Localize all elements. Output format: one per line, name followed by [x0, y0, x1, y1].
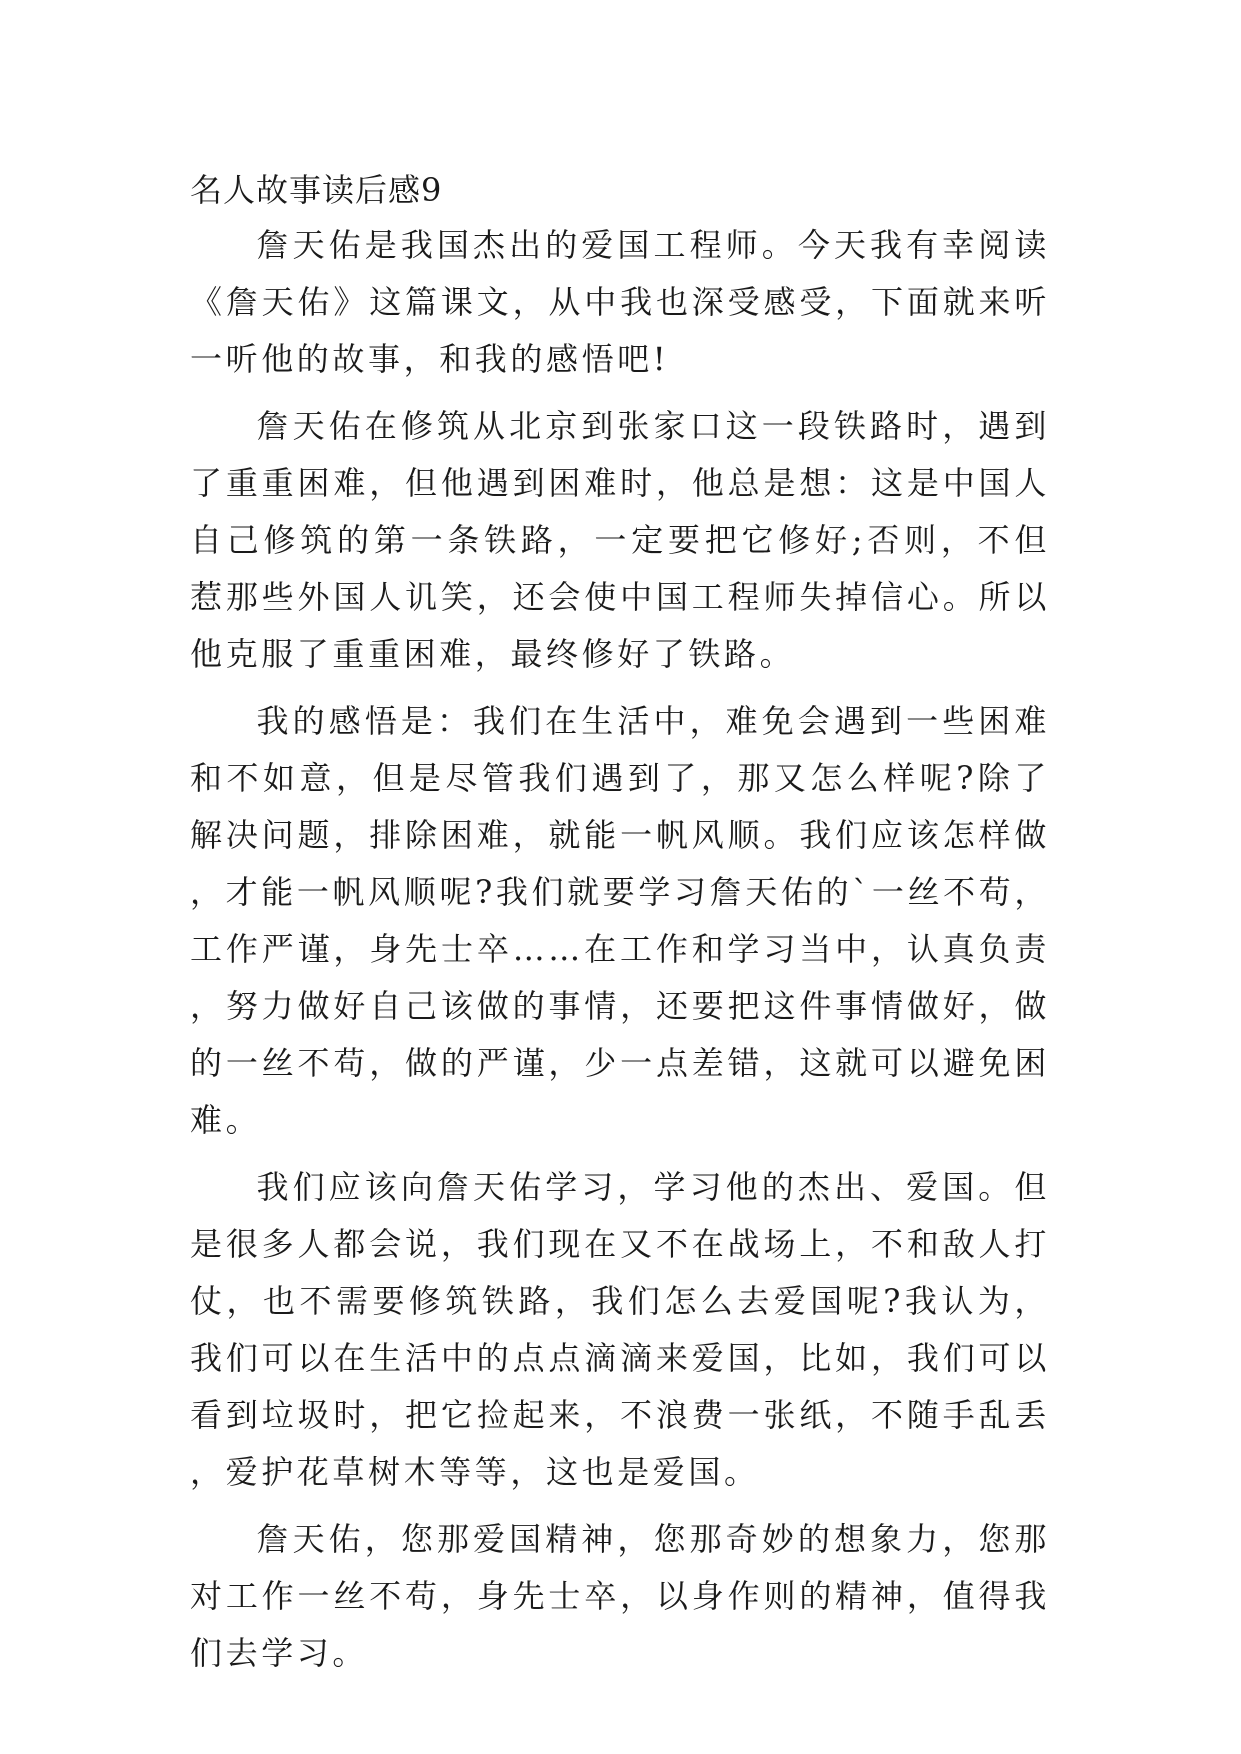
paragraph-text: 詹天佑在修筑从北京到张家口这一段铁路时，遇到了重重困难，但他遇到困难时，他总是想：这是中国人自己修筑的第一条铁路，一定要把它修好;否则，不但惹那些外国人讥笑，还会使中国工程师失掉信心。所以他克服了重重困难，最终修好了铁路。	[190, 407, 1050, 673]
paragraph-text: 詹天佑，您那爱国精神，您那奇妙的想象力，您那对工作一丝不苟，身先士卒，以身作则的精神，值得我们去学习。	[190, 1520, 1050, 1672]
document-title: 名人故事读后感9	[190, 171, 443, 209]
paragraph-list	[190, 217, 1050, 1682]
paragraph-text: 我的感悟是：我们在生活中，难免会遇到一些困难和不如意，但是尽管我们遇到了，那又怎么样呢?除了解决问题，排除困难，就能一帆风顺。我们应该怎样做，才能一帆风顺呢?我们就要学习詹天佑的`一丝不苟，工作严谨，身先士卒……在工作和学习当中，认真负责，努力做好自己该做的事情，还要把这件事情做好，做的一丝不苟，做的严谨，少一点差错，这就可以避免困难。	[190, 702, 1050, 1139]
paragraph	[190, 693, 1050, 1149]
paragraph	[190, 1511, 1050, 1682]
paragraph	[190, 217, 1050, 388]
paragraph	[190, 1159, 1050, 1501]
paragraph-text: 詹天佑是我国杰出的爱国工程师。今天我有幸阅读《詹天佑》这篇课文，从中我也深受感受，下面就来听一听他的故事，和我的感悟吧!	[190, 226, 1050, 378]
paragraph-text: 我们应该向詹天佑学习，学习他的杰出、爱国。但是很多人都会说，我们现在又不在战场上，不和敌人打仗，也不需要修筑铁路，我们怎么去爱国呢?我认为，我们可以在生活中的点点滴滴来爱国，比如，我们可以看到垃圾时，把它捡起来，不浪费一张纸，不随手乱丢，爱护花草树木等等，这也是爱国。	[190, 1168, 1050, 1491]
document-body	[190, 163, 1050, 1682]
paragraph	[190, 398, 1050, 683]
